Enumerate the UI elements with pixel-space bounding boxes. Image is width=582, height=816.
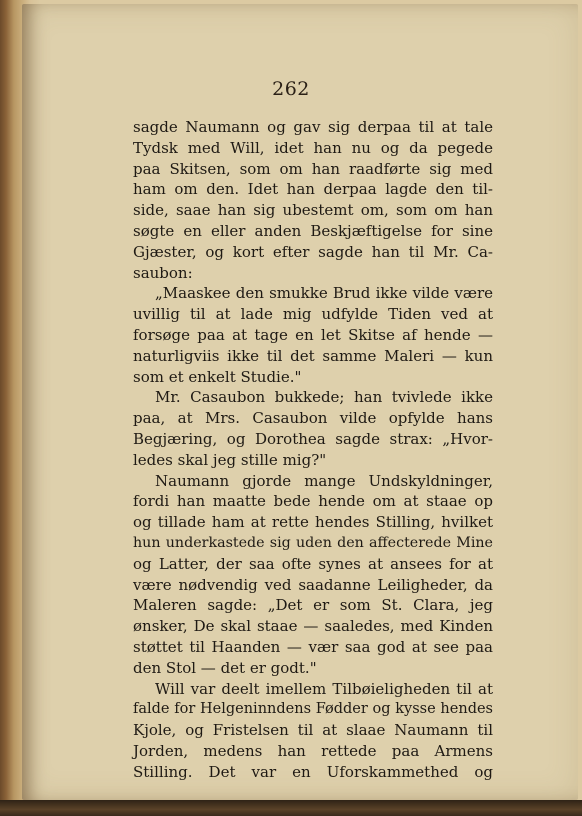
text-line: Maleren sagde: „Det er som St. Clara, jeg: [133, 596, 493, 615]
text-line: og Latter, der saa ofte synes at ansees for at: [133, 554, 493, 573]
body-text: [133, 117, 493, 783]
text-line: Begjæring, og Dorothea sagde strax: „Hvor-: [133, 429, 493, 448]
text-line: og tillade ham at rette hendes Stilling, hvilket: [133, 513, 493, 532]
text-line: ham om den. Idet han derpaa lagde den til-: [133, 180, 493, 199]
text-line: hun underkastede sig uden den affecterede Mine: [133, 534, 493, 551]
page-number: 262: [272, 78, 310, 100]
text-line: Kjole, og Fristelsen til at slaae Naumann til: [133, 721, 493, 740]
text-line: støttet til Haanden — vær saa god at see paa: [133, 637, 493, 656]
text-line: paa, at Mrs. Casaubon vilde opfylde hans: [133, 409, 493, 428]
text-line: Stilling. Det var en Uforskammethed og: [133, 762, 493, 781]
text-line: Naumann gjorde mange Undskyldninger,: [155, 471, 493, 490]
text-line: saubon:: [133, 263, 193, 282]
book-bottom-edge: [0, 800, 582, 816]
text-line: sagde Naumann og gav sig derpaa til at tale: [133, 118, 493, 136]
text-line: ønsker, De skal staae — saaledes, med Kinden: [133, 617, 493, 636]
text-line: „Maaskee den smukke Brud ikke vilde være: [155, 284, 493, 303]
text-line: uvillig til at lade mig udfylde Tiden ved at: [133, 305, 493, 324]
text-line: den Stol — det er godt.": [133, 658, 317, 677]
text-line: Gjæster, og kort efter sagde han til Mr. Ca-: [133, 242, 493, 261]
text-line: Jorden, medens han rettede paa Armens: [133, 741, 493, 760]
text-line: Will var deelt imellem Tilbøieligheden til at: [155, 679, 493, 698]
text-line: som et enkelt Studie.": [133, 367, 302, 386]
text-line: falde for Helgeninndens Fødder og kysse hendes: [133, 701, 493, 718]
text-line: naturligviis ikke til det samme Maleri — kun: [133, 346, 493, 365]
text-line: fordi han maatte bede hende om at staae op: [133, 492, 493, 511]
text-line: være nødvendig ved saadanne Leiligheder, da: [133, 575, 493, 594]
text-line: paa Skitsen, som om han raadførte sig med: [133, 159, 493, 178]
text-line: Tydsk med Will, idet han nu og da pegede: [133, 138, 493, 157]
text-line: forsøge paa at tage en let Skitse af hende —: [133, 325, 493, 344]
text-line: side, saae han sig ubestemt om, som om han: [133, 201, 493, 220]
text-line: søgte en eller anden Beskjæftigelse for sine: [133, 221, 493, 240]
text-line: ledes skal jeg stille mig?": [133, 450, 327, 469]
text-line: Mr. Casaubon bukkede; han tvivlede ikke: [155, 388, 493, 407]
